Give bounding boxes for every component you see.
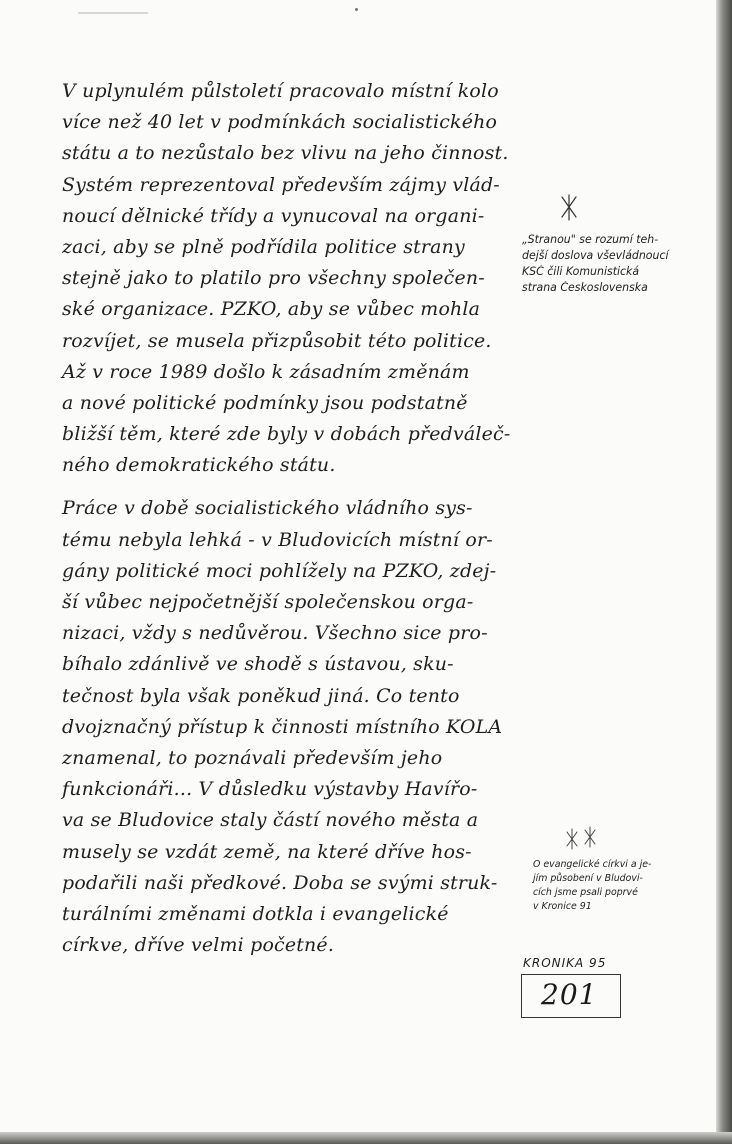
text-line: ného demokratického státu.: [62, 454, 336, 477]
scan-mark: [78, 12, 148, 14]
paragraph-gap: [62, 481, 532, 493]
note-line: strana Československa: [522, 281, 648, 294]
text-line: musely se vzdát země, na které dříve hos-: [62, 840, 472, 863]
text-line: státu a to nezůstalo bez vlivu na jeho činnost.: [62, 142, 509, 165]
note-line: „Stranou" se rozumí teh-: [522, 233, 659, 246]
text-line: podařili naši předkové. Doba se svými struk-: [62, 871, 498, 894]
text-line: funkcionáři... V důsledku výstavby Havířo-: [62, 778, 478, 801]
text-line: rozvíjet, se musela přizpůsobit této politice.: [62, 329, 492, 352]
text-line: tému nebyla lehká - v Bludovicích místní or-: [62, 528, 493, 551]
text-line: Až v roce 1989 došlo k zásadním změnám: [62, 360, 470, 383]
text-line: bíhalo zdánlivě ve shodě s ústavou, sku-: [62, 653, 454, 676]
footnote-asterisk-icon: [554, 193, 584, 223]
note-line: cích jsme psali poprvé: [533, 887, 638, 898]
scan-dot: [355, 8, 358, 11]
text-line: va se Bludovice staly částí nového města a: [62, 809, 479, 832]
footnote-double-asterisk-icon: [563, 824, 603, 854]
text-line: gány politické moci pohlížely na PZKO, zdej-: [62, 559, 497, 582]
note-line: jím působení v Bludovi-: [533, 873, 643, 884]
text-line: bližší těm, které zde byly v dobách předváleč-: [62, 423, 511, 446]
margin-note-party: [522, 232, 712, 296]
chronicle-label: KRONIKA 95: [523, 956, 607, 970]
text-line: tečnost byla však poněkud jiná. Co tento: [62, 684, 460, 707]
text-line: turálními změnami dotkla i evangelické: [62, 902, 449, 925]
text-line: ské organizace. PZKO, aby se vůbec mohla: [62, 298, 481, 321]
page-footer: [517, 956, 627, 1022]
text-line: více než 40 let v podmínkách socialistického: [62, 111, 498, 134]
text-line: ší vůbec nejpočetnější společenskou orga-: [62, 591, 474, 613]
text-line: nizaci, vždy s nedůvěrou. Všechno sice pro-: [62, 622, 488, 645]
text-line: znamenal, to poznávali především jeho: [62, 746, 443, 769]
text-line: a nové politické podmínky jsou podstatně: [62, 391, 468, 414]
text-line: Systém reprezentoval především zájmy vlád-: [62, 173, 500, 196]
note-line: dejší doslova vševládnoucí: [522, 249, 669, 262]
text-line: Práce v době socialistického vládního sys-: [62, 497, 473, 520]
book-spine-shadow: [716, 0, 732, 1144]
handwritten-body-text: [62, 76, 532, 961]
page-number: 201: [541, 978, 598, 1011]
text-line: noucí dělnické třídy a vynucoval na organi-: [62, 204, 485, 227]
text-line: dvojznačný přístup k činnosti místního KOLA: [62, 715, 503, 738]
note-line: v Kronice 91: [533, 901, 592, 912]
book-edge-shadow: [0, 1132, 732, 1144]
text-line: církve, dříve velmi početné.: [62, 934, 335, 957]
text-line: zaci, aby se plně podřídila politice strany: [62, 235, 465, 258]
note-line: KSČ čili Komunistická: [522, 265, 640, 278]
text-line: stejně jako to platilo pro všechny společen-: [62, 267, 485, 290]
note-line: O evangelické církvi a je-: [533, 859, 652, 870]
text-line: V uplynulém půlstoletí pracovalo místní kolo: [62, 80, 499, 102]
margin-note-church: [533, 858, 713, 914]
